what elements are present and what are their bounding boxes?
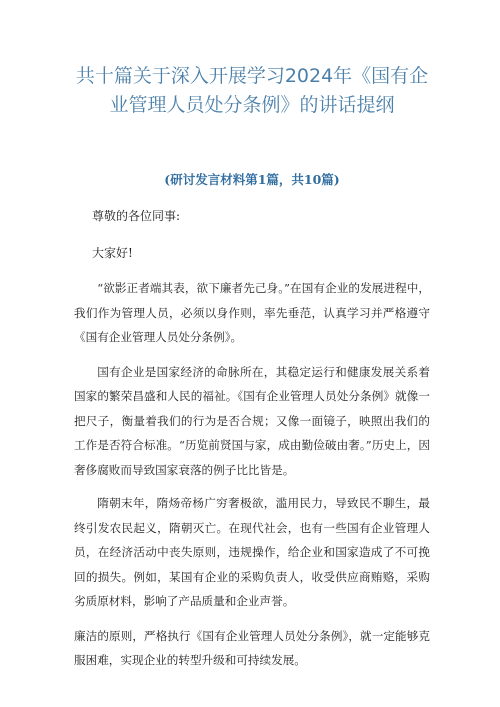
paragraph-2: 国有企业是国家经济的命脉所在，其稳定运行和健康发展关系着国家的繁荣昌盛和人民的福祉。《国有企业管理人员处分条例》就像一把尺子，衡量着我们的行为是否合规；又像一面镜子，映照出我们的工作是否符合标准。“历览前贤国与家，成由勤俭破由奢。”历史上，因奢侈腐败而导致国家衰落的例子比比皆是。: [74, 364, 430, 477]
paragraph-1: “欲影正者端其表，欲下廉者先己身。”在国有企业的发展进程中，我们作为管理人员，必须以身作则，率先垂范，认真学习并严格遵守《国有企业管理人员处分条例》。: [74, 281, 430, 344]
title-line-2: 业管理人员处分条例》的讲话提纲: [109, 94, 395, 116]
title-line-1: 共十篇关于深入开展学习2024年《国有企: [75, 65, 429, 87]
greeting: 大家好!: [92, 246, 133, 260]
document-subtitle: (研讨发言材料第1篇，共10篇): [164, 172, 340, 187]
paragraph-3: 隋朝末年，隋炀帝杨广穷奢极欲，滥用民力，导致民不聊生，最终引发农民起义，隋朝灭亡。在现代社会，也有一些国有企业管理人员，在经济活动中丧失原则，违规操作，给企业和国家造成了不可挽回的损失。例如，某国有企业的采购负责人，收受供应商贿赂，采购劣质原材料，影响了产品质量和企业声誉。: [74, 496, 430, 608]
document-title: [74, 62, 430, 120]
salutation: 尊敬的各位同事:: [92, 209, 181, 223]
paragraph-4: 廉洁的原则，严格执行《国有企业管理人员处分条例》，就一定能够克服困难，实现企业的转型升级和可持续发展。: [74, 628, 430, 667]
